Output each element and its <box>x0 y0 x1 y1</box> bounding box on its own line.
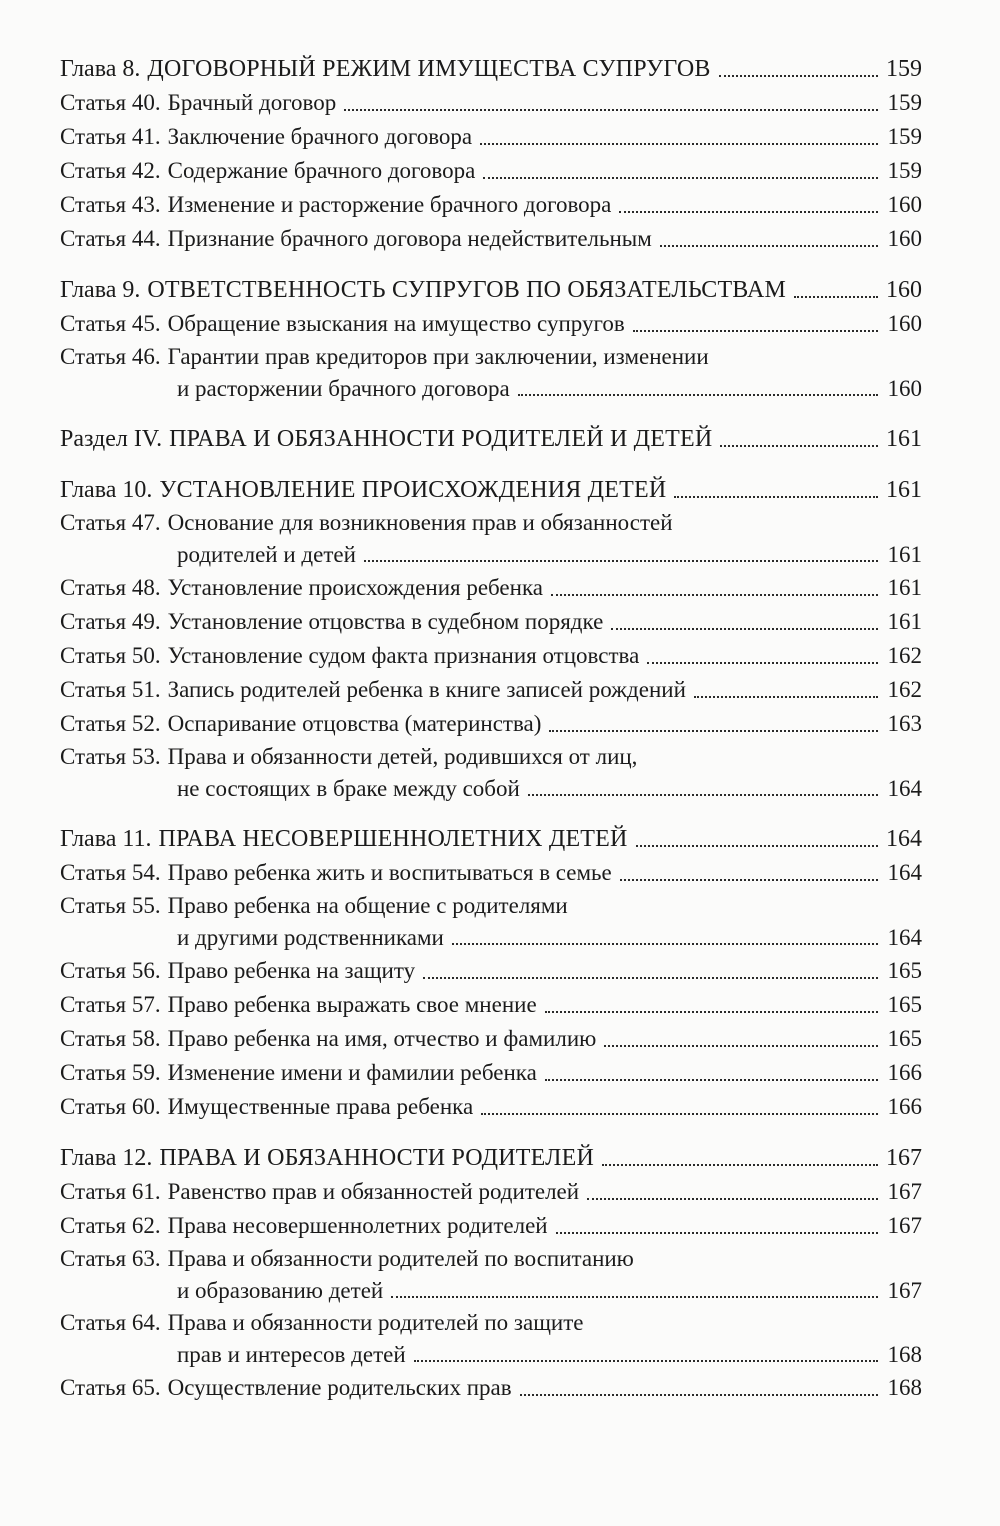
dot-leader <box>551 594 878 596</box>
dot-leader <box>481 1113 878 1115</box>
toc-entry <box>60 741 922 805</box>
article-label: Статья 49. <box>60 609 161 634</box>
chapter-title: УСТАНОВЛЕНИЕ ПРОИСХОЖДЕНИЯ ДЕТЕЙ <box>159 477 667 503</box>
article-label: Статья 42. <box>60 158 161 183</box>
dot-leader <box>414 1360 878 1362</box>
dot-leader <box>520 1394 878 1396</box>
dot-leader <box>391 1296 878 1298</box>
toc-section <box>60 822 922 1124</box>
page-number: 167 <box>887 1278 922 1303</box>
dot-leader <box>549 730 878 732</box>
article-label: Статья 40. <box>60 90 161 115</box>
toc-section <box>60 473 922 805</box>
chapter-heading <box>60 473 922 507</box>
article-title-continued: и расторжении брачного договора <box>177 376 510 401</box>
chapter-title: ОТВЕТСТВЕННОСТЬ СУПРУГОВ ПО ОБЯЗАТЕЛЬСТВАМ <box>147 277 787 303</box>
dot-leader <box>694 696 878 698</box>
toc-entry <box>60 86 922 120</box>
toc-entry <box>60 1090 922 1124</box>
page-number: 160 <box>886 277 922 303</box>
article-title: Права и обязанности родителей по защите <box>167 1310 584 1335</box>
page-number: 161 <box>887 609 922 634</box>
article-label: Статья 64. <box>60 1310 161 1335</box>
article-title: Права несовершеннолетних родителей <box>167 1213 548 1238</box>
toc-entry <box>60 571 922 605</box>
page-number: 159 <box>887 90 922 115</box>
article-label: Статья 46. <box>60 344 161 369</box>
article-title: Признание брачного договора недействительным <box>167 226 652 251</box>
toc-entry <box>60 1056 922 1090</box>
toc-entry <box>60 1243 922 1307</box>
page-number: 160 <box>887 226 922 251</box>
page-number: 166 <box>887 1094 922 1119</box>
page-number: 168 <box>887 1342 922 1367</box>
toc-entry <box>60 222 922 256</box>
dot-leader <box>604 1045 878 1047</box>
article-label: Статья 63. <box>60 1246 161 1271</box>
page-number: 167 <box>887 1213 922 1238</box>
toc-entry <box>60 988 922 1022</box>
chapter-label: Глава 8. <box>60 56 141 82</box>
article-title: Осуществление родительских прав <box>167 1375 512 1400</box>
article-label: Статья 61. <box>60 1179 161 1204</box>
article-title: Установление отцовства в судебном порядке <box>167 609 604 634</box>
toc-entry <box>60 605 922 639</box>
chapter-heading <box>60 273 922 307</box>
dot-leader <box>660 245 878 247</box>
article-title: Право ребенка жить и воспитываться в семье <box>167 860 612 885</box>
dot-leader <box>364 560 878 562</box>
article-title-continued: и образованию детей <box>177 1278 384 1303</box>
article-title: Право ребенка на защиту <box>167 958 416 983</box>
article-title: Равенство прав и обязанностей родителей <box>167 1179 580 1204</box>
dot-leader <box>483 177 878 179</box>
article-label: Статья 56. <box>60 958 161 983</box>
dot-leader <box>556 1232 878 1234</box>
article-title: Брачный договор <box>167 90 337 115</box>
toc-entry <box>60 188 922 222</box>
chapter-heading <box>60 1141 922 1175</box>
dot-leader <box>611 628 878 630</box>
page-number: 160 <box>887 192 922 217</box>
page-number: 161 <box>886 477 922 503</box>
toc-entry-line <box>60 1275 922 1307</box>
dot-leader <box>619 211 878 213</box>
toc-entry-line <box>60 922 922 954</box>
article-title: Права и обязанности родителей по воспитанию <box>167 1246 634 1271</box>
dot-leader <box>720 445 878 447</box>
toc-entry-line <box>60 1339 922 1371</box>
toc-entry <box>60 1371 922 1405</box>
dot-leader <box>480 143 878 145</box>
page-number: 159 <box>887 124 922 149</box>
page-number: 164 <box>887 925 922 950</box>
toc-entry-line <box>60 507 922 539</box>
article-title: Права и обязанности детей, родившихся от лиц, <box>167 744 638 769</box>
dot-leader <box>423 977 878 979</box>
dot-leader <box>647 662 878 664</box>
article-label: Статья 65. <box>60 1375 161 1400</box>
article-title: Право ребенка на имя, отчество и фамилию <box>167 1026 597 1051</box>
article-title: Изменение имени и фамилии ребенка <box>167 1060 537 1085</box>
dot-leader <box>545 1011 878 1013</box>
chapter-label: Глава 10. <box>60 477 153 503</box>
chapter-label: Раздел IV. <box>60 426 163 452</box>
page-number: 161 <box>887 575 922 600</box>
page-number: 164 <box>886 826 922 852</box>
article-title: Имущественные права ребенка <box>167 1094 474 1119</box>
chapter-heading <box>60 52 922 86</box>
article-title: Установление судом факта признания отцовства <box>167 643 640 668</box>
article-label: Статья 62. <box>60 1213 161 1238</box>
toc-entry <box>60 1209 922 1243</box>
article-label: Статья 47. <box>60 510 161 535</box>
toc-entry-line <box>60 539 922 571</box>
page-number: 162 <box>887 643 922 668</box>
page-number: 159 <box>886 56 922 82</box>
toc-entry-line <box>60 773 922 805</box>
toc-entry <box>60 639 922 673</box>
dot-leader <box>620 879 878 881</box>
article-label: Статья 43. <box>60 192 161 217</box>
article-title: Право ребенка выражать свое мнение <box>167 992 537 1017</box>
page-number: 165 <box>887 992 922 1017</box>
article-title: Оспаривание отцовства (материнства) <box>167 711 542 736</box>
page-number: 164 <box>887 860 922 885</box>
toc-entry <box>60 1175 922 1209</box>
chapter-title: ПРАВА И ОБЯЗАННОСТИ РОДИТЕЛЕЙ И ДЕТЕЙ <box>169 426 713 452</box>
article-label: Статья 44. <box>60 226 161 251</box>
article-label: Статья 59. <box>60 1060 161 1085</box>
article-title: Гарантии прав кредиторов при заключении, изменении <box>167 344 709 369</box>
article-title: Основание для возникновения прав и обязанностей <box>167 510 673 535</box>
dot-leader <box>452 943 878 945</box>
dot-leader <box>633 330 878 332</box>
page-number: 164 <box>887 776 922 801</box>
chapter-heading <box>60 422 922 456</box>
article-label: Статья 55. <box>60 893 161 918</box>
toc-entry <box>60 1022 922 1056</box>
article-title: Обращение взыскания на имущество супругов <box>167 311 625 336</box>
toc-entry <box>60 120 922 154</box>
article-label: Статья 50. <box>60 643 161 668</box>
toc-entry <box>60 307 922 341</box>
dot-leader <box>587 1198 878 1200</box>
chapter-label: Глава 12. <box>60 1145 153 1171</box>
toc-entry <box>60 1307 922 1371</box>
toc-entry-line <box>60 890 922 922</box>
page-number: 165 <box>887 958 922 983</box>
chapter-title: ПРАВА НЕСОВЕРШЕННОЛЕТНИХ ДЕТЕЙ <box>158 826 628 852</box>
article-title: Заключение брачного договора <box>167 124 473 149</box>
article-label: Статья 60. <box>60 1094 161 1119</box>
article-title: Запись родителей ребенка в книге записей рождений <box>167 677 686 702</box>
toc-entry-line <box>60 741 922 773</box>
page-number: 161 <box>887 542 922 567</box>
article-label: Статья 45. <box>60 311 161 336</box>
article-label: Статья 48. <box>60 575 161 600</box>
page-number: 166 <box>887 1060 922 1085</box>
article-title-continued: и другими родственниками <box>177 925 444 950</box>
article-label: Статья 58. <box>60 1026 161 1051</box>
page-number: 163 <box>887 711 922 736</box>
dot-leader <box>518 394 878 396</box>
dot-leader <box>602 1164 878 1166</box>
dot-leader <box>636 845 878 847</box>
toc-entry <box>60 154 922 188</box>
table-of-contents <box>60 52 922 1422</box>
article-title-continued: прав и интересов детей <box>177 1342 406 1367</box>
page-number: 159 <box>887 158 922 183</box>
page-number: 162 <box>887 677 922 702</box>
article-title: Содержание брачного договора <box>167 158 476 183</box>
toc-entry <box>60 507 922 571</box>
toc-entry <box>60 890 922 954</box>
toc-entry <box>60 673 922 707</box>
article-title-continued: не состоящих в браке между собой <box>177 776 520 801</box>
page-number: 165 <box>887 1026 922 1051</box>
dot-leader <box>719 75 878 77</box>
dot-leader <box>545 1079 878 1081</box>
chapter-label: Глава 9. <box>60 277 141 303</box>
page-number: 168 <box>887 1375 922 1400</box>
page-number: 160 <box>887 311 922 336</box>
chapter-title: ПРАВА И ОБЯЗАННОСТИ РОДИТЕЛЕЙ <box>159 1145 594 1171</box>
toc-entry-line <box>60 373 922 405</box>
toc-entry-line <box>60 1307 922 1339</box>
article-label: Статья 52. <box>60 711 161 736</box>
dot-leader <box>674 496 878 498</box>
chapter-heading <box>60 822 922 856</box>
toc-entry-line <box>60 341 922 373</box>
page-number: 167 <box>886 1145 922 1171</box>
toc-section <box>60 1141 922 1405</box>
toc-section <box>60 422 922 456</box>
article-label: Статья 57. <box>60 992 161 1017</box>
article-title-continued: родителей и детей <box>177 542 356 567</box>
page-number: 160 <box>887 376 922 401</box>
article-label: Статья 51. <box>60 677 161 702</box>
toc-entry <box>60 707 922 741</box>
article-label: Статья 53. <box>60 744 161 769</box>
chapter-title: ДОГОВОРНЫЙ РЕЖИМ ИМУЩЕСТВА СУПРУГОВ <box>147 56 711 82</box>
dot-leader <box>794 296 878 298</box>
toc-section <box>60 273 922 405</box>
article-label: Статья 41. <box>60 124 161 149</box>
dot-leader <box>528 794 878 796</box>
article-title: Изменение и расторжение брачного договора <box>167 192 612 217</box>
toc-section <box>60 52 922 256</box>
page-number: 161 <box>886 426 922 452</box>
article-title: Установление происхождения ребенка <box>167 575 543 600</box>
page-number: 167 <box>887 1179 922 1204</box>
toc-entry <box>60 856 922 890</box>
toc-entry-line <box>60 1243 922 1275</box>
chapter-label: Глава 11. <box>60 826 152 852</box>
article-title: Право ребенка на общение с родителями <box>167 893 568 918</box>
toc-entry <box>60 341 922 405</box>
article-label: Статья 54. <box>60 860 161 885</box>
toc-entry <box>60 954 922 988</box>
dot-leader <box>344 109 878 111</box>
